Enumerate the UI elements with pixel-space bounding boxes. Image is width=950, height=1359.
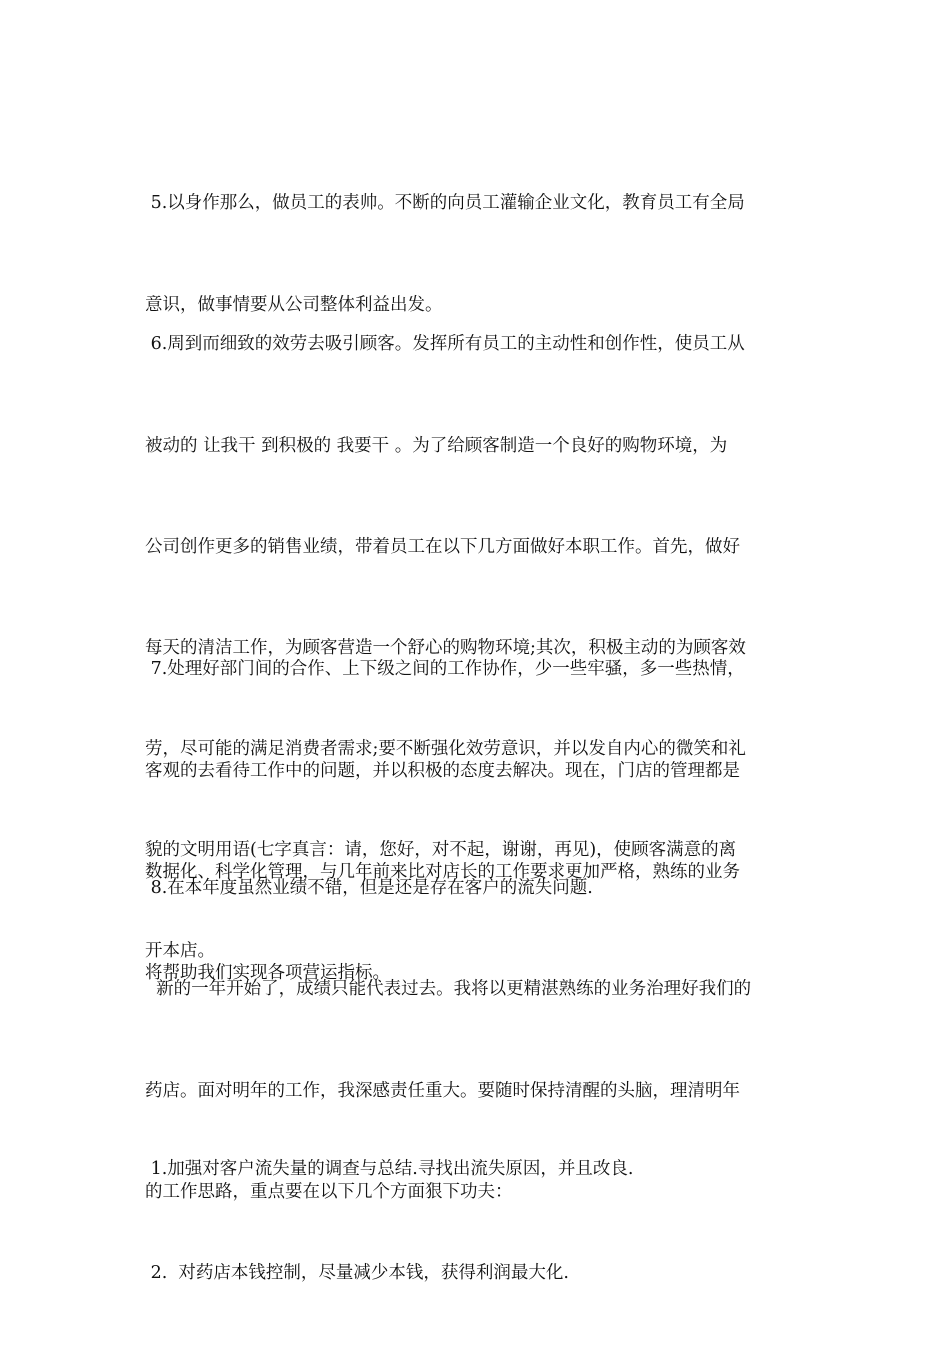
text-line: 客观的去看待工作中的问题，并以积极的态度去解决。现在，门店的管理都是 xyxy=(145,760,740,781)
text-line: 6.周到而细致的效劳去吸引顾客。发挥所有员工的主动性和创作性，使员工从 xyxy=(145,334,745,355)
text-line: 貌的文明用语(七字真言：请，您好，对不起，谢谢，再见)，使顾客满意的离 xyxy=(145,839,737,860)
text-line: 开本店。 xyxy=(145,941,215,962)
text-line: 8.在本年度虽然业绩不错，但是还是存在客户的流失问题. xyxy=(145,878,593,899)
text-line: 公司创作更多的销售业绩，带着员工在以下几方面做好本职工作。首先，做好 xyxy=(145,536,740,557)
text-line: 每天的清洁工作，为顾客营造一个舒心的购物环境;其次，积极主动的为顾客效 xyxy=(145,637,746,658)
text-line: 意识，做事情要从公司整体利益出发。 xyxy=(145,294,443,315)
text-line: 劳，尽可能的满足消费者需求;要不断强化效劳意识，并以发自内心的微笑和礼 xyxy=(145,738,746,759)
text-line: 将帮助我们实现各项营运指标。 xyxy=(145,962,390,983)
text-line: 2. 对药店本钱控制，尽量减少本钱，获得利润最大化. xyxy=(145,1263,569,1284)
text-line: 7.处理好部门间的合作、上下级之间的工作协作，少一些牢骚，多一些热情， xyxy=(145,659,745,680)
text-line: 被动的 让我干 到积极的 我要干 。为了给顾客制造一个良好的购物环境，为 xyxy=(145,435,728,456)
paragraph-plan-2 xyxy=(145,1190,815,1359)
text-line: 的工作思路，重点要在以下几个方面狠下功夫： xyxy=(145,1181,513,1202)
text-line: 药店。面对明年的工作，我深感责任重大。要随时保持清醒的头脑，理清明年 xyxy=(145,1080,740,1101)
text-line: 数据化、科学化管理，与几年前来比对店长的工作要求更加严格，熟练的业务 xyxy=(145,861,740,882)
text-line: 1.加强对客户流失量的调查与总结.寻找出流失原因，并且改良. xyxy=(145,1159,634,1180)
text-line: 新的一年开始了，成绩只能代表过去。我将以更精湛熟练的业务治理好我们的 xyxy=(145,979,752,1000)
text-line: 5.以身作那么，做员工的表帅。不断的向员工灌输企业文化，教育员工有全局 xyxy=(145,193,745,214)
